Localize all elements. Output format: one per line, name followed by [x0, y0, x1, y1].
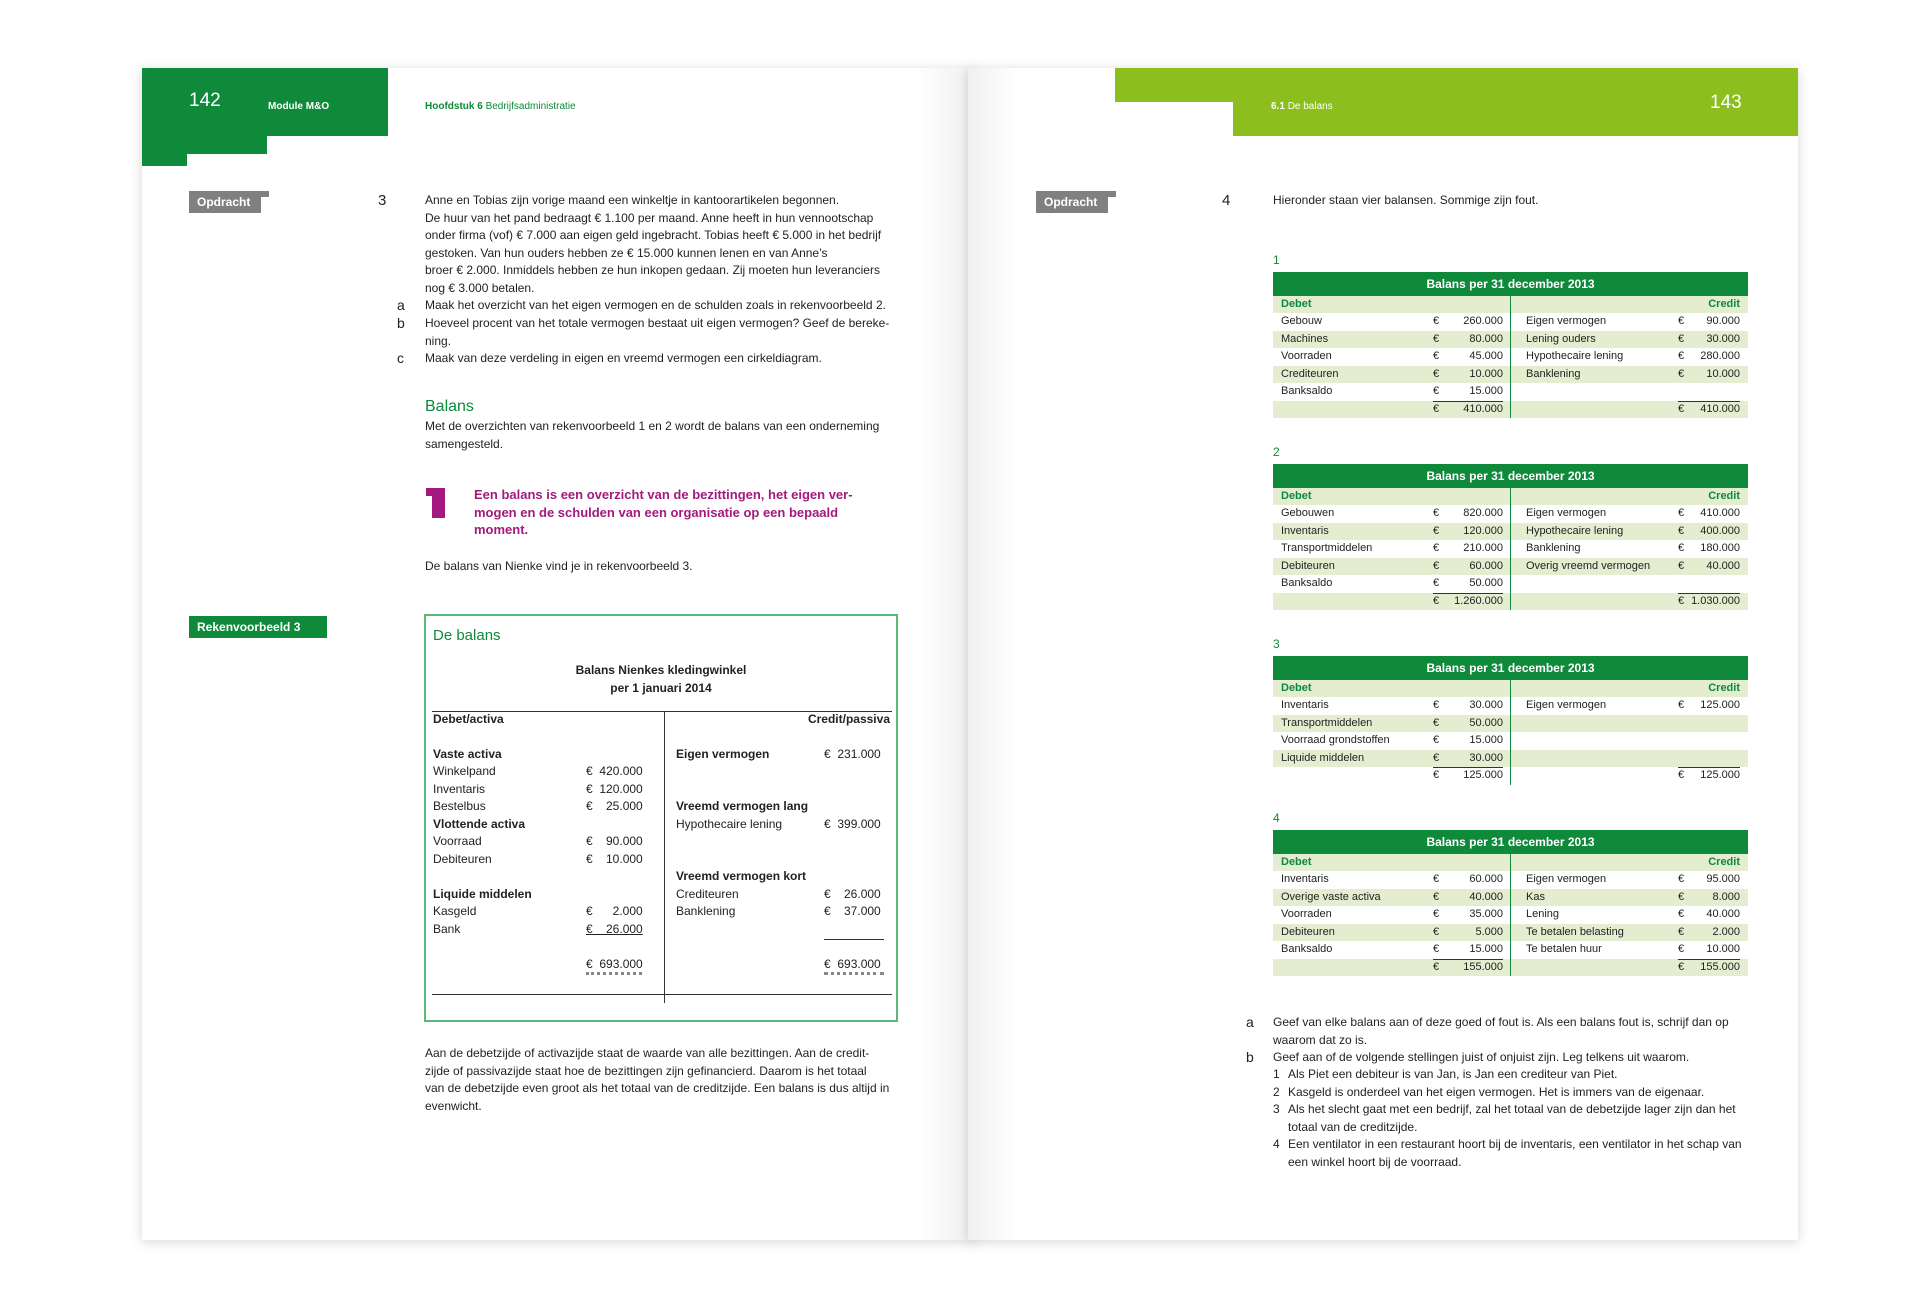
currency-sign: € — [1433, 507, 1440, 519]
group-label: Vreemd vermogen kort — [676, 869, 807, 883]
text-line: onder firma (vof) € 7.000 aan eigen geld ingebracht. Tobias heeft € 5.000 in het bedrijf — [425, 228, 882, 242]
text-line: een winkel hoort bij de voorraad. — [1288, 1154, 1462, 1169]
row-label: Eigen vermogen — [1526, 507, 1607, 519]
currency-sign: € — [1433, 402, 1440, 415]
text-line: broer € 2.000. Inmiddels hebben ze hun inkopen gedaan. Zij moeten hun leveranciers — [425, 263, 880, 277]
text-line: zijde of passivazijde staat hoe de bezittingen zijn gefinancierd. Daarom is het totaal — [425, 1063, 867, 1078]
text-line: per 1 januari 2014 — [610, 680, 712, 695]
item-value: € 37.000 — [824, 904, 881, 918]
text-line: Geef van elke balans aan of deze goed of fout is. Als een balans fout is, schrijf dan op — [1273, 1015, 1729, 1029]
balance-table — [1273, 272, 1748, 418]
balance-index: 3 — [1273, 637, 1280, 651]
sum-rule — [1433, 593, 1503, 594]
column-divider — [1510, 854, 1511, 976]
row-value: 410.000 — [1700, 507, 1740, 519]
gutter-shadow — [915, 68, 975, 1240]
sum-rule — [1678, 959, 1740, 960]
item-value: € 399.000 — [824, 817, 881, 831]
chapter-title: Bedrijfsadministratie — [485, 101, 576, 112]
currency-sign: € — [1433, 385, 1440, 397]
currency-sign: € — [1678, 507, 1685, 519]
text-line: Een ventilator in een restaurant hoort bij de inventaris, een ventilator in het schap van — [1288, 1137, 1742, 1151]
sum-rule — [1433, 767, 1503, 768]
question-a — [1273, 1014, 1729, 1049]
row-label: Inventaris — [1281, 524, 1329, 537]
row-value: 210.000 — [1463, 542, 1503, 554]
currency-sign: € — [1433, 960, 1440, 973]
row-value: 40.000 — [1706, 559, 1740, 572]
currency-sign: € — [1433, 734, 1440, 746]
row-label: Te betalen belasting — [1526, 925, 1624, 938]
sum-rule — [1678, 593, 1740, 594]
gutter-shadow — [968, 68, 1018, 1240]
exercise-number: 3 — [378, 192, 387, 209]
text-line: nog € 3.000 betalen. — [425, 280, 535, 295]
debet-header: Debet/activa — [433, 712, 504, 726]
item-label: Bank — [433, 922, 461, 936]
group-label: Vreemd vermogen lang — [676, 799, 809, 813]
row-label: Debiteuren — [1281, 925, 1335, 938]
total-value: 1.260.000 — [1454, 594, 1503, 607]
currency-sign: € — [1678, 908, 1685, 920]
column-divider — [1510, 488, 1511, 610]
section-number: 6.1 — [1271, 101, 1285, 112]
nienke-line: De balans van Nienke vind je in rekenvoorbeeld 3. — [425, 559, 693, 573]
text-line: waarom dat zo is. — [1273, 1032, 1368, 1047]
row-value: 400.000 — [1700, 524, 1740, 537]
credit-label: Credit — [1708, 856, 1740, 868]
exercise-intro: Hieronder staan vier balansen. Sommige zijn fout. — [1273, 193, 1539, 207]
balance-title — [426, 662, 896, 697]
row-label: Banksaldo — [1281, 943, 1333, 955]
text-line: Met de overzichten van rekenvoorbeeld 1 en 2 wordt de balans van een onderneming — [425, 419, 880, 433]
currency-sign: € — [1433, 769, 1440, 781]
total-value: 125.000 — [1463, 769, 1503, 781]
balance-title: Balans per 31 december 2013 — [1273, 272, 1748, 296]
text-line: samengesteld. — [425, 436, 504, 451]
text-line: moment. — [474, 522, 529, 537]
chapter-number: Hoofdstuk 6 — [425, 101, 483, 112]
row-label: Voorraden — [1281, 908, 1332, 920]
row-value: 260.000 — [1463, 315, 1503, 327]
currency-sign: € — [1433, 594, 1440, 607]
row-label: Lening — [1526, 908, 1560, 920]
statement-number: 2 — [1273, 1084, 1280, 1099]
item-label: Bestelbus — [433, 799, 486, 813]
row-label: Voorraden — [1281, 350, 1332, 362]
total-value: 155.000 — [1463, 960, 1503, 973]
row-value: 30.000 — [1469, 751, 1503, 764]
statement-number: 3 — [1273, 1102, 1280, 1116]
currency-sign: € — [1433, 943, 1440, 955]
section-intro — [425, 418, 879, 453]
balance-title: Balans per 31 december 2013 — [1273, 464, 1748, 488]
currency-sign: € — [1433, 925, 1440, 938]
statements-list — [1273, 1066, 1773, 1171]
row-value: 120.000 — [1463, 524, 1503, 537]
row-value: 40.000 — [1706, 908, 1740, 920]
opdracht-tab: Opdracht — [1036, 191, 1108, 213]
row-label: Banklening — [1526, 367, 1581, 380]
text-line: van de debetzijde even groot als het totaal van de creditzijde. Een balans is dus altijd in — [425, 1081, 890, 1095]
row-label: Gebouw — [1281, 315, 1322, 327]
text-line: Als Piet een debiteur is van Jan, is Jan een crediteur van Piet. — [1288, 1067, 1618, 1081]
row-label: Banksaldo — [1281, 385, 1333, 397]
total-value: 410.000 — [1463, 402, 1503, 415]
row-label: Eigen vermogen — [1526, 315, 1607, 327]
statement-number: 4 — [1273, 1137, 1280, 1151]
section-header — [1271, 101, 1333, 112]
sum-rule — [1433, 959, 1503, 960]
balance-title: Balans per 31 december 2013 — [1273, 656, 1748, 680]
exercise-number: 4 — [1222, 192, 1231, 209]
left-page — [142, 68, 975, 1240]
row-value: 90.000 — [1706, 315, 1740, 327]
row-label: Overig vreemd vermogen — [1526, 559, 1651, 572]
question-letter: a — [1246, 1014, 1254, 1030]
item-label: Kasgeld — [433, 904, 477, 918]
total-double-rule — [586, 972, 642, 975]
question-letter: b — [1246, 1049, 1254, 1065]
currency-sign: € — [1678, 890, 1685, 903]
balance-index: 4 — [1273, 811, 1280, 825]
currency-sign: € — [1433, 524, 1440, 537]
total-value: 125.000 — [1700, 769, 1740, 781]
example-box-title: De balans — [433, 627, 501, 644]
row-label: Banksaldo — [1281, 577, 1333, 589]
text-line: Aan de debetzijde of activazijde staat de waarde van alle bezittingen. Aan de credit- — [425, 1046, 870, 1060]
text-line: totaal van de creditzijde. — [1288, 1119, 1418, 1134]
row-value: 180.000 — [1700, 542, 1740, 554]
row-value: 280.000 — [1700, 350, 1740, 362]
currency-sign: € — [1678, 332, 1685, 345]
page-header-step-2 — [142, 136, 187, 166]
closing-text — [425, 1045, 895, 1115]
row-label: Banklening — [1526, 542, 1581, 554]
text-line: ning. — [425, 333, 452, 348]
currency-sign: € — [1678, 367, 1685, 380]
row-label: Debiteuren — [1281, 559, 1335, 572]
currency-sign: € — [1678, 960, 1685, 973]
question-c: Maak van deze verdeling in eigen en vreemd vermogen een cirkeldiagram. — [425, 351, 822, 365]
credit-label: Credit — [1708, 298, 1740, 310]
column-divider — [1510, 680, 1511, 785]
row-label: Hypothecaire lening — [1526, 524, 1624, 537]
currency-sign: € — [1433, 873, 1440, 885]
currency-sign: € — [1433, 716, 1440, 729]
row-value: 10.000 — [1469, 367, 1503, 380]
currency-sign: € — [1433, 559, 1440, 572]
row-value: 40.000 — [1469, 890, 1503, 903]
text-line: gestoken. Van hun ouders hebben ze € 15.000 kunnen lenen en van Anne’s — [425, 245, 828, 260]
question-letter: b — [397, 315, 405, 331]
section-title: De balans — [1287, 101, 1333, 112]
item-value: € 90.000 — [586, 834, 643, 848]
row-label: Lening ouders — [1526, 332, 1596, 345]
column-divider — [1510, 296, 1511, 418]
balance-table — [1273, 464, 1748, 610]
bottom-rule — [432, 994, 892, 995]
text-line: De huur van het pand bedraagt € 1.100 per maand. Anne heeft in hun vennootschap — [425, 210, 874, 225]
balance-title: Balans per 31 december 2013 — [1273, 830, 1748, 854]
credit-label: Credit — [1708, 490, 1740, 502]
total-value: 410.000 — [1700, 402, 1740, 415]
text-line: Balans Nienkes kledingwinkel — [575, 663, 747, 677]
debet-label: Debet — [1281, 682, 1312, 694]
item-value: € 2.000 — [586, 904, 643, 918]
row-label: Crediteuren — [1281, 367, 1339, 380]
credit-label: Credit — [1708, 682, 1740, 694]
item-label: Winkelpand — [433, 764, 496, 778]
row-value: 50.000 — [1469, 577, 1503, 589]
item-label: Crediteuren — [676, 887, 739, 901]
chapter-header — [425, 101, 576, 112]
item-label: Debiteuren — [433, 852, 492, 866]
row-label: Machines — [1281, 332, 1329, 345]
subtotal-rule — [824, 939, 884, 940]
debet-label: Debet — [1281, 490, 1312, 502]
total-debet: € 693.000 — [586, 957, 643, 971]
currency-sign: € — [1433, 542, 1440, 554]
question-b — [425, 315, 889, 350]
row-value: 15.000 — [1469, 943, 1503, 955]
currency-sign: € — [1678, 524, 1685, 537]
balance-index: 1 — [1273, 253, 1280, 267]
row-label: Kas — [1526, 890, 1545, 903]
row-value: 50.000 — [1469, 716, 1503, 729]
row-value: 10.000 — [1706, 943, 1740, 955]
module-label: Module M&O — [268, 101, 330, 112]
currency-sign: € — [1678, 943, 1685, 955]
item-label: Banklening — [676, 904, 736, 918]
item-value: € 231.000 — [824, 747, 881, 761]
sum-rule — [1678, 401, 1740, 402]
row-label: Eigen vermogen — [1526, 699, 1607, 711]
row-value: 80.000 — [1469, 332, 1503, 345]
statement-item — [1273, 1066, 1773, 1084]
row-label: Eigen vermogen — [1526, 873, 1607, 885]
row-label: Transportmiddelen — [1281, 716, 1373, 729]
group-label: Vaste activa — [433, 747, 502, 761]
page-number: 143 — [1710, 92, 1742, 113]
row-value: 60.000 — [1469, 873, 1503, 885]
statement-item — [1273, 1136, 1773, 1171]
item-value: € 420.000 — [586, 764, 643, 778]
currency-sign: € — [1433, 751, 1440, 764]
row-label: Voorraad grondstoffen — [1281, 734, 1390, 746]
total-value: 1.030.000 — [1691, 594, 1740, 607]
group-label: Eigen vermogen — [676, 747, 770, 761]
row-label: Te betalen huur — [1526, 943, 1602, 955]
question-letter: c — [397, 350, 404, 366]
statement-item — [1273, 1084, 1773, 1102]
row-value: 10.000 — [1706, 367, 1740, 380]
page-header-block — [142, 68, 388, 136]
balance-table — [1273, 656, 1748, 785]
text-line: evenwicht. — [425, 1098, 482, 1113]
exercise-text — [425, 192, 905, 297]
currency-sign: € — [1433, 908, 1440, 920]
section-title: Balans — [425, 398, 474, 415]
row-label: Hypothecaire lening — [1526, 350, 1624, 362]
currency-sign: € — [1678, 402, 1685, 415]
rekenvoorbeeld-tab: Rekenvoorbeeld 3 — [189, 616, 327, 638]
row-value: 820.000 — [1463, 507, 1503, 519]
item-label: Voorraad — [433, 834, 482, 848]
group-label: Liquide middelen — [433, 887, 532, 901]
row-value: 35.000 — [1469, 908, 1503, 920]
row-value: 60.000 — [1469, 559, 1503, 572]
total-credit: € 693.000 — [824, 957, 881, 971]
statement-item — [1273, 1101, 1773, 1136]
row-value: 8.000 — [1712, 890, 1740, 903]
row-value: 30.000 — [1469, 699, 1503, 711]
currency-sign: € — [1678, 769, 1685, 781]
row-label: Inventaris — [1281, 873, 1329, 885]
right-page — [968, 68, 1798, 1240]
text-line: Een balans is een overzicht van de bezittingen, het eigen ver- — [474, 487, 853, 502]
currency-sign: € — [1433, 332, 1440, 345]
item-value: € 120.000 — [586, 782, 643, 796]
currency-sign: € — [1433, 367, 1440, 380]
text-line: Anne en Tobias zijn vorige maand een winkeltje in kantoorartikelen begonnen. — [425, 193, 840, 207]
row-label: Overige vaste activa — [1281, 890, 1381, 903]
item-value: € 10.000 — [586, 852, 643, 866]
currency-sign: € — [1433, 315, 1440, 327]
row-value: 2.000 — [1712, 925, 1740, 938]
example-box — [424, 614, 898, 1022]
debet-label: Debet — [1281, 298, 1312, 310]
question-letter: a — [397, 297, 405, 313]
total-value: 155.000 — [1700, 960, 1740, 973]
row-label: Liquide middelen — [1281, 751, 1365, 764]
row-value: 15.000 — [1469, 734, 1503, 746]
item-label: Inventaris — [433, 782, 486, 796]
row-label: Gebouwen — [1281, 507, 1335, 519]
row-value: 5.000 — [1475, 925, 1503, 938]
definition-text — [474, 486, 853, 539]
total-double-rule — [824, 972, 884, 975]
currency-sign: € — [1678, 699, 1685, 711]
row-value: 95.000 — [1706, 873, 1740, 885]
tab-notch — [261, 191, 269, 197]
item-label: Hypothecaire lening — [676, 817, 783, 831]
definition-marker — [432, 488, 445, 518]
currency-sign: € — [1678, 315, 1685, 327]
question-a: Maak het overzicht van het eigen vermogen en de schulden zoals in rekenvoorbeeld 2. — [425, 298, 886, 312]
currency-sign: € — [1678, 559, 1685, 572]
group-label: Vlottende activa — [433, 817, 526, 831]
opdracht-tab: Opdracht — [189, 191, 261, 213]
sum-rule — [1678, 767, 1740, 768]
currency-sign: € — [1678, 873, 1685, 885]
tab-notch — [1108, 191, 1116, 197]
item-value: € 26.000 — [586, 922, 643, 936]
definition-marker-tab — [426, 488, 433, 496]
currency-sign: € — [1433, 890, 1440, 903]
currency-sign: € — [1678, 542, 1685, 554]
text-line: Kasgeld is onderdeel van het eigen vermogen. Het is immers van de eigenaar. — [1288, 1084, 1705, 1099]
row-label: Transportmiddelen — [1281, 542, 1373, 554]
row-value: 30.000 — [1706, 332, 1740, 345]
currency-sign: € — [1433, 699, 1440, 711]
currency-sign: € — [1433, 350, 1440, 362]
row-label: Inventaris — [1281, 699, 1329, 711]
credit-header: Credit/passiva — [807, 712, 890, 726]
text-line: Als het slecht gaat met een bedrijf, zal het totaal van de debetzijde lager zijn dan het — [1288, 1102, 1736, 1116]
row-value: 15.000 — [1469, 385, 1503, 397]
page-number: 142 — [189, 90, 221, 111]
currency-sign: € — [1678, 925, 1685, 938]
debet-label: Debet — [1281, 856, 1312, 868]
item-value: € 25.000 — [586, 799, 643, 813]
row-value: 45.000 — [1469, 350, 1503, 362]
row-value: 125.000 — [1700, 699, 1740, 711]
item-value: € 26.000 — [824, 887, 881, 901]
statement-number: 1 — [1273, 1067, 1280, 1081]
page-header-step — [187, 136, 267, 154]
text-line: Hoeveel procent van het totale vermogen bestaat uit eigen vermogen? Geef de bereke- — [425, 316, 890, 330]
text-line: mogen en de schulden van een organisatie op een bepaald — [474, 504, 839, 520]
currency-sign: € — [1678, 594, 1685, 607]
currency-sign: € — [1433, 577, 1440, 589]
sum-rule — [1433, 401, 1503, 402]
center-rule — [664, 711, 665, 1003]
page-header-notch — [1115, 102, 1233, 136]
balance-table — [1273, 830, 1748, 976]
currency-sign: € — [1678, 350, 1685, 362]
question-b: Geef aan of de volgende stellingen juist of onjuist zijn. Leg telkens uit waarom. — [1273, 1050, 1690, 1064]
balance-index: 2 — [1273, 445, 1280, 459]
